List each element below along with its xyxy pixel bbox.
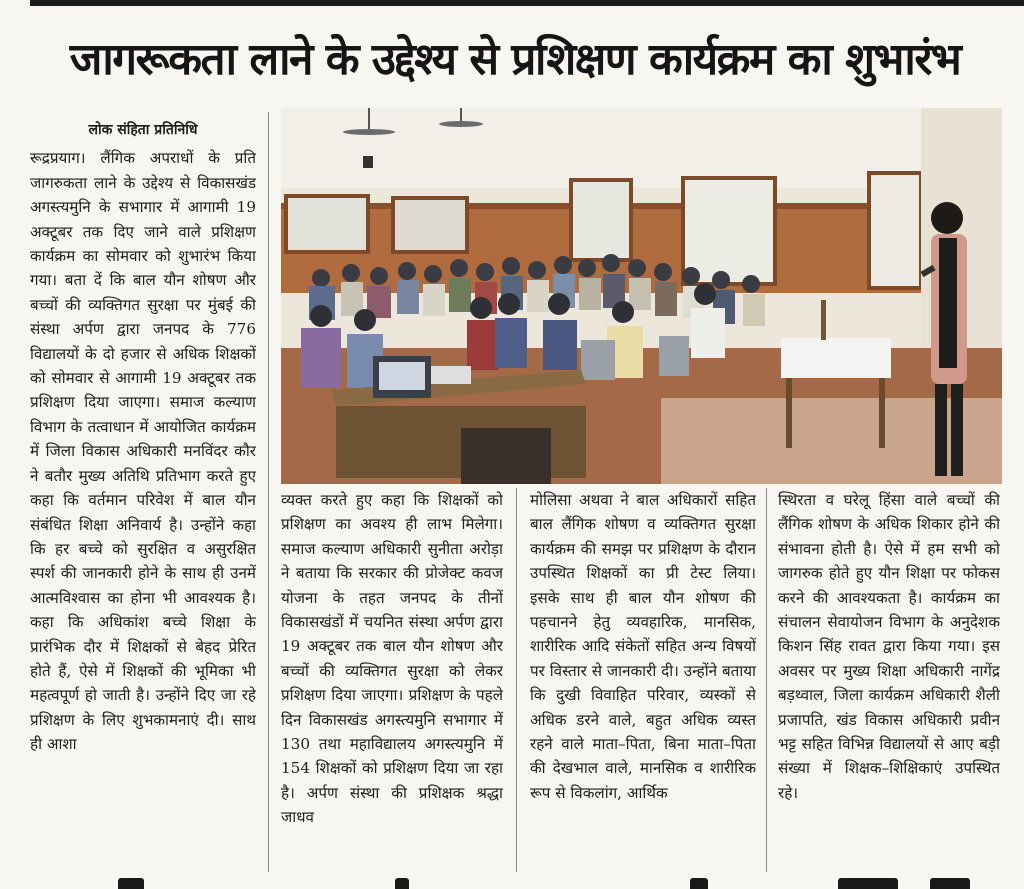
article-column-1 [30,118,256,866]
training-photo [281,108,1002,484]
byline: लोक संहिता प्रतिनिधि [88,122,198,138]
column-divider [766,488,767,872]
column-4-text: स्थिरता व घरेलू हिंसा वाले बच्चों की लैंगिक शोषण के अधिक शिकार होने की संभावना होती है। ऐसे में हम सभी को जागरुक होते हुए यौन शिक्षा पर फोकस करने की आवश्यकता है। कार्यक्रम का संचालन सेवायोजन विभाग के अनुदेशक किशन सिंह रावत द्वारा किया गया। इस अवसर पर मुख्य शिक्षा अधिकारी नागेंद्र बड़थ्वाल, जिला कार्यक्रम अधिकारी शैली प्रजापति, खंड विकास अधिकारी प्रवीन भट्ट सहित विभिन्न विद्यालयों से आए बड़ी संख्या में शिक्षक–शिक्षिकाएं उपस्थित रहे। [778,491,1000,802]
article-column-2 [281,488,503,866]
column-2-text: व्यक्त करते हुए कहा कि शिक्षकों को प्रशिक्षण का अवश्य ही लाभ मिलेगा। समाज कल्याण अधिकारी सुनीता अरोड़ा ने बताया कि सरकार की प्रोजेक्ट कवज योजना के तहत जनपद के तीनों विकासखंडों में चयनित संस्था अर्पण द्वारा 19 अक्टूबर तक बाल यौन शोषण और बच्चों की व्यक्तिगत सुरक्षा को लेकर प्रशिक्षण दिया जाएगा। प्रशिक्षण के पहले दिन विकासखंड अगस्त्यमुनि सभागार में 130 तथा महाविद्यालय अगस्त्यमुनि में 154 शिक्षकों को प्रशिक्षण दिया जा रहा है। अर्पण संस्था की प्रशिक्षक श्रद्धा जाधव [281,491,503,827]
column-divider [516,488,517,872]
column-3-text: मोलिसा अथवा ने बाल अधिकारों सहित बाल लैंगिक शोषण व व्यक्तिगत सुरक्षा कार्यक्रम की समझ पर प्रशिक्षण के दौरान उपस्थित शिक्षकों का प्री टेस्ट लिया। इसके साथ ही बाल यौन शोषण की पहचानने हेतु व्यवहारिक, मानसिक, शारीरिक आदि संकेतों सहित अन्य विषयों पर विस्तार से जानकारी दी। उन्होंने बताया कि दुखी विवाहित परिवार, व्यस्कों से अधिक डरने वाले, बहुत अधिक व्यस्त रहने वाले माता–पिता, बिना माता–पिता की देखभाल वाले, मानसिक व शारीरिक रूप से विकलांग, आर्थिक [530,491,756,802]
column-divider [268,112,269,872]
article-column-4 [778,488,1000,866]
headline: जागरूकता लाने के उद्देश्य से प्रशिक्षण कार्यक्रम का शुभारंभ [69,34,961,85]
top-rule [30,0,1024,6]
photo-illustration [281,108,1002,484]
cropped-next-headline [0,872,1024,889]
column-1-text: रूद्रप्रयाग। लैंगिक अपराधों के प्रति जागरुकता लाने के उद्देश्य से विकासखंड अगस्त्यमुनि के सभागार में आगामी 19 अक्टूबर तक दिए जाने वाले प्रशिक्षण कार्यक्रम का सोमवार को शुभारंभ किया गया। बता दें कि बाल यौन शोषण और बच्चों की व्यक्तिगत सुरक्षा पर मुंबई की संस्था अर्पण द्वारा जनपद के 776 विद्यालयों के दो हजार से अधिक शिक्षकों को सोमवार से आगामी 19 अक्टूबर तक प्रशिक्षण दिया जाएगा। समाज कल्याण विभाग के तत्वाधान में आयोजित कार्यक्रम में जिला विकास अधिकारी मनविंदर कौर ने बतौर मुख्य अतिथि प्रतिभाग करते हुए कहा कि वर्तमान परिवेश में बाल यौन संबंधित शिक्षा अनिवार्य है। उन्होंने कहा कि हर बच्चे को सुरक्षित व असुरक्षित स्पर्श की जानकारी होने के साथ ही उनमें आत्मविश्वास का होना भी आवश्यक है। कहा कि अधिकांश बच्चे शिक्षा के प्रारंभिक दौर में शिक्षकों से बेहद प्रेरित होते हैं, ऐसे में शिक्षकों की भूमिका भी महत्वपूर्ण हो जाती है। उन्होंने दिए जा रहे प्रशिक्षण के लिए शुभकामनाएं दी। साथ ही आशा [30,149,256,754]
article-column-3 [530,488,756,866]
